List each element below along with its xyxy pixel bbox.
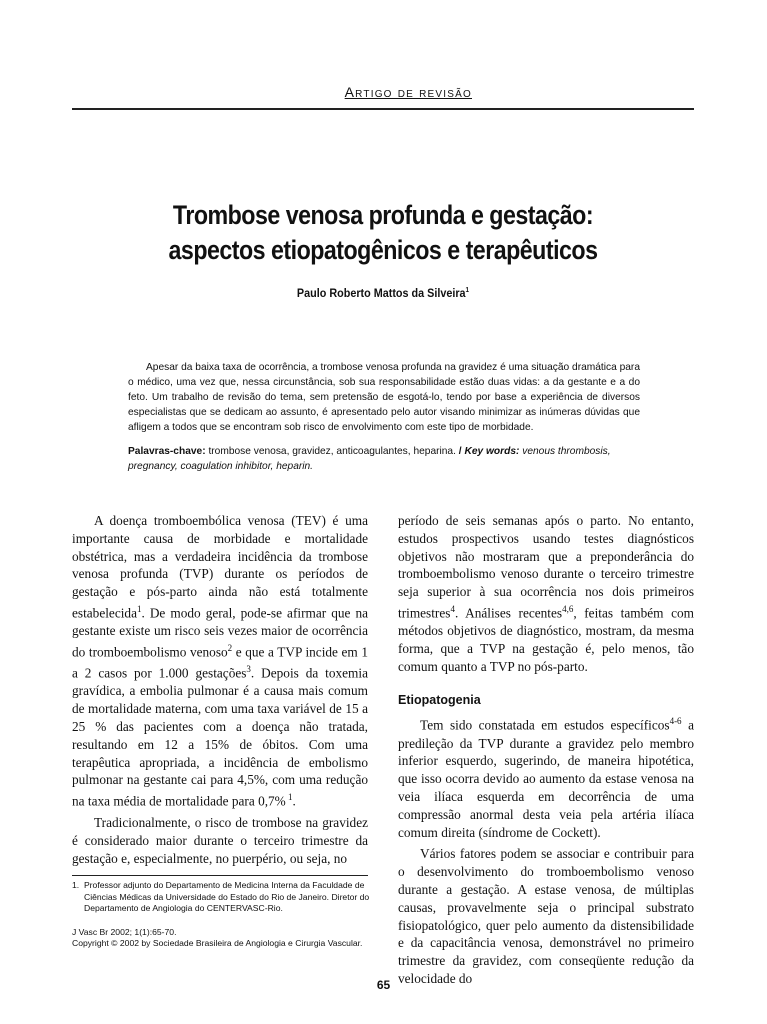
citation-mark: 1 — [285, 792, 293, 803]
abstract — [128, 360, 640, 435]
copyright-notice: Copyright © 2002 by Sociedade Brasileira de Angiologia e Cirurgia Vascular. — [72, 938, 363, 948]
author-affiliation-mark: 1 — [465, 287, 470, 294]
article-title — [116, 198, 651, 268]
citation-mark: 4,6 — [562, 603, 574, 614]
journal-citation: J Vasc Br 2002; 1(1):65-70. — [72, 926, 177, 937]
body-column-left — [72, 512, 368, 872]
footnote-divider — [72, 875, 368, 876]
keywords — [128, 444, 640, 474]
page-number: 65 — [376, 978, 391, 992]
citation-mark: 1 — [136, 603, 142, 614]
keywords-en-label: Key words: — [464, 446, 520, 457]
keywords-separator: / — [458, 446, 462, 457]
section-header — [72, 84, 694, 110]
paragraph-fatores: Vários fatores podem se associar e contribuir para o desenvolvimento do tromboembolismo venoso durante a gestação. A estase venosa, de múltiplas causas, provavelmente seja o principal substrato fisiopatológico, quer pelo aumento da distensibilidade e da capacitância venosa, demonstrável no primeiro trimestre da gravidez, com conseqüente redução da velocidade do — [398, 846, 694, 986]
citation-mark: 2 — [227, 643, 233, 653]
footnotes — [72, 880, 372, 950]
paragraph-risk: Tradicionalmente, o risco de trombose na gravidez é considerado maior durante o terceiro trimestre da gestação e, especialmente, no puerpério, ou seja, no — [72, 815, 368, 867]
abstract-text: Apesar da baixa taxa de ocorrência, a trombose venosa profunda na gravidez é uma situação dramática para o médico, uma vez que, nessa circunstância, sob sua responsabilidade estão duas vidas: a da gestante e a do feto. Um trabalho de revisão do tema, sem pretensão de esgotá-lo, tendo por base a experiência de diversos especialistas que se dedicam ao assunto, é apresentado pelo autor visando minimizar as inúmeras dúvidas que afligem a todos que se encontram sob risco de envolvimento com este tipo de morbidade. — [128, 362, 640, 433]
section-heading-etiopatogenia: Etiopatogenia — [398, 692, 481, 707]
keywords-pt-text: trombose venosa, gravidez, anticoagulantes, heparina. — [208, 446, 456, 457]
paragraph-intro: A doença tromboembólica venosa (TEV) é uma importante causa de morbidade e mortalidade obstétrica, mas a verdadeira incidência da trombose venosa profunda (TVP) durante os períodos de gestação e pós-parto ainda não está totalmente estabelecida$^1$. De modo geral, pode-se afirmar que na gestante existe um risco seis vezes maior de ocorrência do tromboembolismo venoso$^2$ e que a TVP incide em 1 a 2 casos por 1.000 gestações$^3$. Depois da toxemia gravídica, a embolia pulmonar é a causa mais comum de mortalidade materna, com uma taxa variável de 15 a 25 % das pacientes com a doença não tratada, resultando em 12 a 15% de óbitos. Com uma terapêutica apropriada, a incidência de embolismo pulmonar na gestante cai para 4,5%, com uma redução na taxa média de mortalidade para 0,7% $^1$. — [72, 513, 368, 809]
footnote-affiliation: 1. Professor adjunto do Departamento de Medicina Interna da Faculdade de Ciências Médicas da Universidade do Estado do Rio de Janeiro. Diretor do Departamento de Angiologia do CENTERVASC-Rio. — [72, 880, 370, 913]
citation-mark: 3 — [246, 664, 251, 675]
keywords-en-text: venous thrombosis, pregnancy, coagulation inhibitor, heparin. — [128, 446, 611, 472]
citation-mark: 4-6 — [669, 716, 682, 727]
citation-mark: 4 — [450, 603, 455, 614]
author — [103, 286, 663, 300]
paragraph-etiopatogenia: Tem sido constatada em estudos específicos$^{4-6}$ a predileção da TVP durante a gravidez pelo membro inferior esquerdo, sugerindo, de maneira hipotética, que isso ocorra devido ao aumento da estase venosa na veia ilíaca esquerda em decorrência de uma compressão anormal desta veia pela artéria ilíaca comum direita (síndrome de Cockett). — [398, 716, 694, 840]
section-label: Artigo de revisão — [344, 84, 472, 100]
author-name: Paulo Roberto Mattos da Silveira — [296, 286, 466, 300]
body-column-right — [398, 512, 694, 992]
paragraph-continuation: período de seis semanas após o parto. No entanto, estudos prospectivos usando testes diagnósticos objetivos não mostraram que a preponderância do tromboembolismo venoso durante o terceiro trimestre seja superior à sua ocorrência nos dois primeiros trimestres$^4$. Análises recentes$^{4,6}$, feitas também com métodos objetivos de diagnóstico, mostram, da mesma forma, que a TVP na gestação é, pelo menos, tão comum quanto a TVP no pós-parto. — [398, 513, 694, 674]
keywords-pt-label: Palavras-chave: — [128, 446, 206, 457]
title-line-1: Trombose venosa profunda e gestação: — [172, 200, 594, 230]
title-line-2: aspectos etiopatogênicos e terapêuticos — [168, 235, 598, 265]
